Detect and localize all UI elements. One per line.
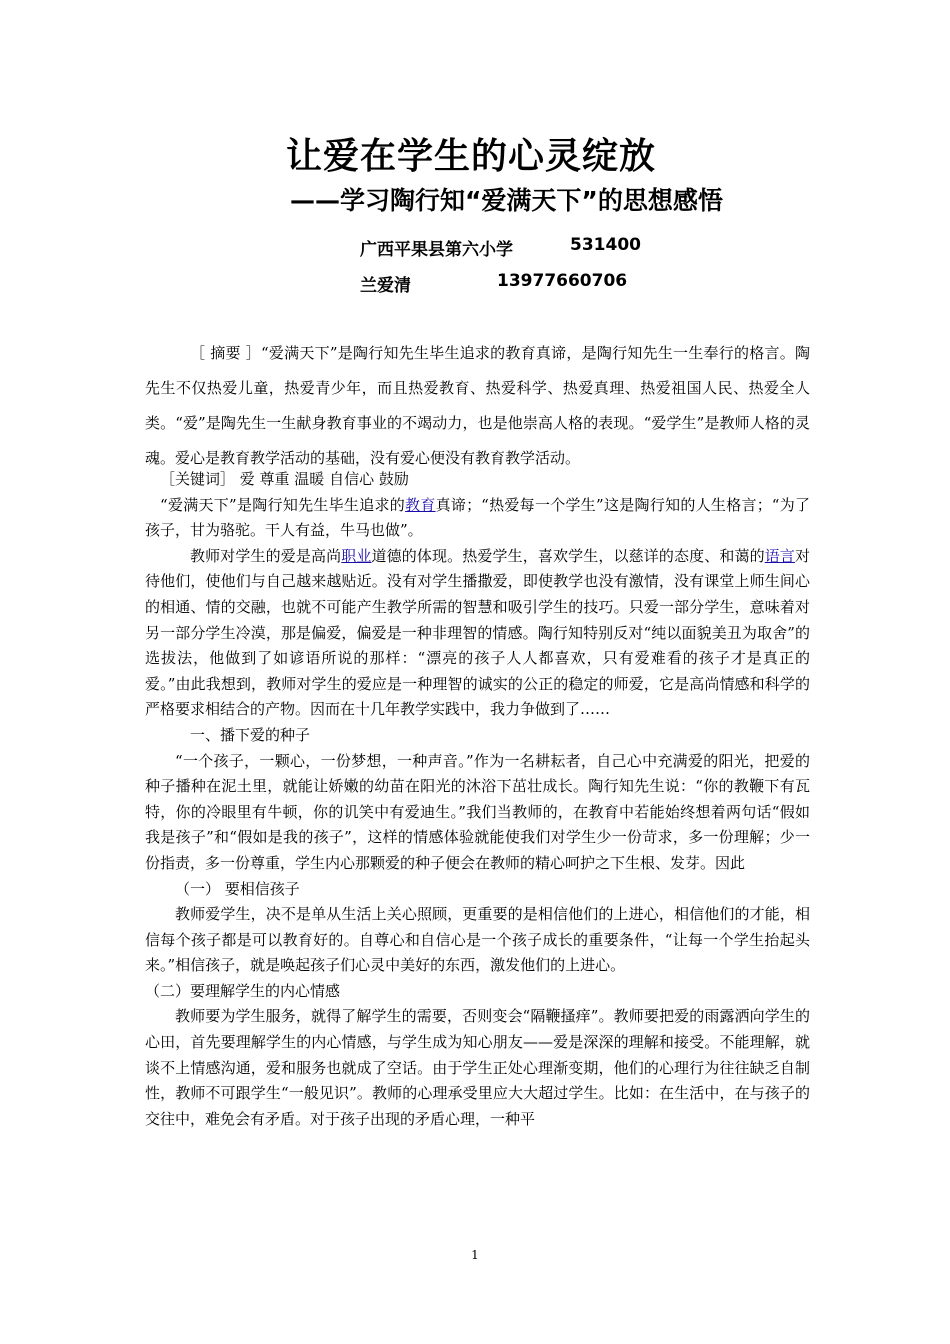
p2-text-end: 对待他们，使他们与自己越来越贴近。没有对学生播撒爱，即使教学也没有激情，没有课堂上师生间心的相通、情的交融，也就不可能产生教学所需的智慧和吸引学生的技巧。只爱一部分学生，意味着对另一部分学生冷漠，那是偏爱，偏爱是一种非理智的情感。陶行知特别反对“纯以面貌美丑为取舍”的选拔法，他做到了如谚语所说的那样：“漂亮的孩子人人都喜欢，只有爱难看的孩子才是真正的爱。”由此我想到，教师对学生的爱应是一种理智的诚实的公正的稳定的师爱，它是高尚情感和科学的严格要求相结合的产物。因而在十几年教学实践中，我力争做到了…… [145, 546, 810, 719]
paragraph-1 [145, 493, 810, 544]
paragraph-4: 教师爱学生，决不是单从生活上关心照顾，更重要的是相信他们的上进心，相信他们的才能，相信每个孩子都是可以教育好的。自尊心和自信心是一个孩子成长的重要条件，“让每一个学生抬起头来。”相信孩子，就是唤起孩子们心灵中美好的东西，激发他们的上进心。 [145, 905, 810, 975]
abstract-section [145, 336, 810, 476]
main-body [145, 467, 810, 1132]
postcode: 531400 [570, 235, 641, 255]
link-language[interactable]: 语言 [764, 546, 795, 565]
document-subtitle: ——学习陶行知“爱满天下”的思想感悟 [290, 186, 723, 215]
author-name: 兰爱清 [360, 276, 411, 296]
heading-subsection-1: （一） 要相信孩子 [175, 879, 300, 898]
paragraph-3: “一个孩子，一颗心，一份梦想，一种声音。”作为一名耕耘者，自己心中充满爱的阳光，把爱的种子播种在泥土里，就能让娇嫩的幼苗在阳光的沐浴下茁壮成长。陶行知先生说：“你的教鞭下有瓦特，你的冷眼里有牛顿，你的讥笑中有爱迪生。”我们当教师的，在教育中若能始终想着两句话“假如我是孩子”和“假如是我的孩子”，这样的情感体验就能使我们对学生少一份苛求，多一份理解；少一份指责，多一份尊重，学生内心那颗爱的种子便会在教师的精心呵护之下生根、发芽。因此 [145, 751, 810, 872]
p2-text-start: 教师对学生的爱是高尚 [190, 546, 342, 565]
p2-text-mid: 道德的体现。热爱学生，喜欢学生，以慈详的态度、和蔼的 [371, 546, 765, 565]
heading-subsection-2: （二）要理解学生的内心情感 [145, 981, 341, 1000]
p1-text-start: “爱满天下”是陶行知先生毕生追求的 [160, 495, 406, 514]
document-title: 让爱在学生的心灵绽放 [286, 136, 657, 177]
p1-text-end: 真谛；“热爱每一个学生”这是陶行知的人生格言；“为了孩子，甘为骆驼。干人有益，牛马也做”。 [145, 495, 810, 540]
keywords-line: ［关键词］ 爱 尊重 温暖 自信心 鼓励 [160, 470, 409, 488]
heading-section-1: 一、播下爱的种子 [190, 725, 311, 744]
paragraph-2 [145, 544, 810, 723]
link-profession[interactable]: 职业 [341, 546, 372, 565]
school-name: 广西平果县第六小学 [360, 240, 513, 260]
link-education[interactable]: 教育 [405, 495, 436, 514]
page-number: 1 [471, 1248, 479, 1262]
paragraph-5: 教师要为学生服务，就得了解学生的需要，否则变会“隔鞭搔痒”。教师要把爱的雨露洒向学生的心田，首先要理解学生的内心情感，与学生成为知心朋友——爱是深深的理解和接受。不能理解，就谈不上情感沟通，爱和服务也就成了空话。由于学生正处心理渐变期，他们的心理行为往往缺乏自制性，教师不可跟学生“一般见识”。教师的心理承受里应大大超过学生。比如：在生活中，在与孩子的交往中，难免会有矛盾。对于孩子出现的矛盾心理，一种平 [145, 1007, 810, 1128]
author-phone: 13977660706 [497, 271, 628, 291]
abstract-paragraph: ［ 摘要 ］“爱满天下”是陶行知先生毕生追求的教育真谛，是陶行知先生一生奉行的格言。陶先生不仅热爱儿童，热爱青少年，而且热爱教育、热爱科学、热爱真理、热爱祖国人民、热爱全人类。“爱”是陶先生一生献身教育事业的不竭动力，也是他崇高人格的表现。“爱学生”是教师人格的灵魂。爱心是教育教学活动的基础，没有爱心便没有教育教学活动。 [145, 344, 810, 467]
